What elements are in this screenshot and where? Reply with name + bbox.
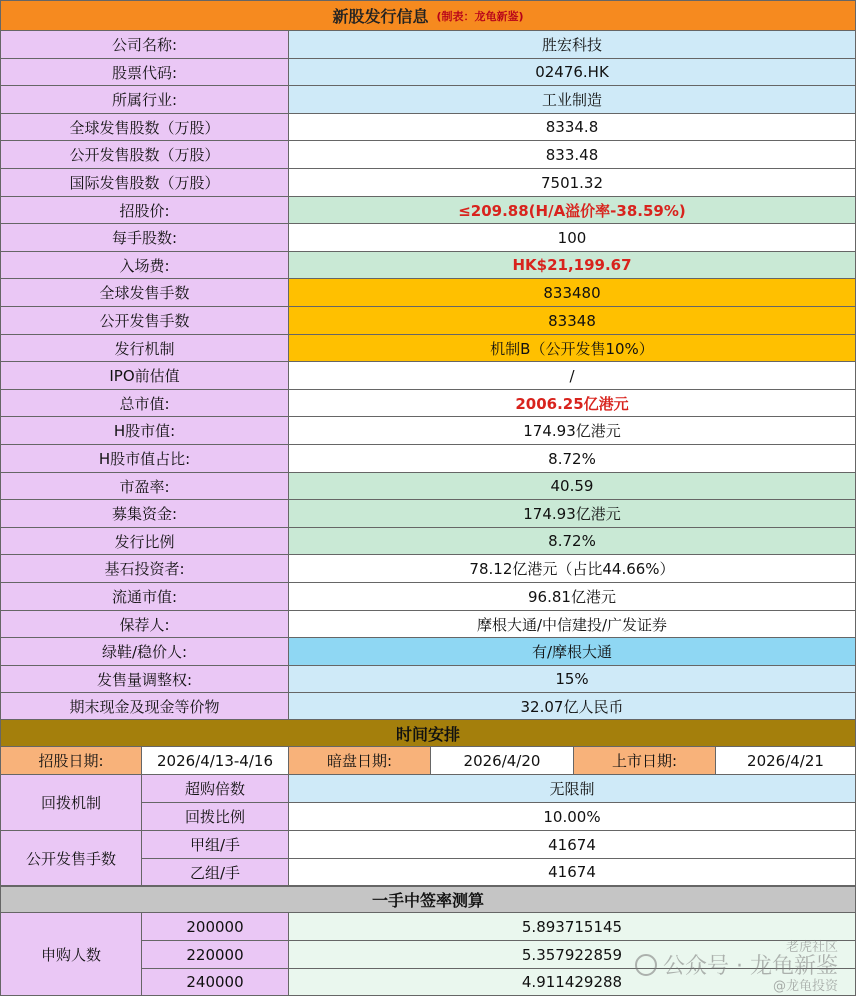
info-row-value: 833480 <box>289 279 856 307</box>
watermark-handle: @龙龟投资 <box>772 979 838 994</box>
info-row <box>0 500 856 528</box>
info-row-value: 833.48 <box>289 141 856 169</box>
info-row-value: 有/摩根大通 <box>289 638 856 666</box>
group-b-value: 41674 <box>289 859 856 886</box>
info-row-value: ≤209.88(H/A溢价率-38.59%) <box>289 197 856 224</box>
info-row-value: 83348 <box>289 307 856 335</box>
info-row-label: 股票代码: <box>0 59 289 86</box>
info-row-value: 摩根大通/中信建投/广发证券 <box>289 611 856 638</box>
info-row-value: 100 <box>289 224 856 252</box>
info-row <box>0 583 856 611</box>
info-row-label: 发售量调整权: <box>0 666 289 693</box>
grey-market-date-label: 暗盘日期: <box>289 747 431 775</box>
info-row <box>0 31 856 59</box>
clawback-label: 回拨机制 <box>0 775 142 831</box>
watermark-community: 老虎社区 <box>785 940 838 955</box>
info-row-label: 入场费: <box>0 252 289 279</box>
sheet-title: 新股发行信息 <box>332 7 429 26</box>
listing-date-label: 上市日期: <box>574 747 716 775</box>
info-row-label: 招股价: <box>0 197 289 224</box>
info-row-label: 每手股数: <box>0 224 289 252</box>
info-row-value: 02476.HK <box>289 59 856 86</box>
info-row-value: HK$21,199.67 <box>289 252 856 279</box>
applicants-count: 200000 <box>142 913 289 941</box>
info-row-label: H股市值占比: <box>0 445 289 473</box>
info-row-label: 国际发售股数（万股） <box>0 169 289 197</box>
info-row <box>0 86 856 114</box>
info-row-label: 绿鞋/稳价人: <box>0 638 289 666</box>
schedule-row <box>0 747 856 775</box>
info-row <box>0 279 856 307</box>
watermark-account-text: 公众号 · 龙龟新鉴 <box>663 954 838 979</box>
info-row-label: 全球发售手数 <box>0 279 289 307</box>
info-row-label: 发行机制 <box>0 335 289 362</box>
info-row <box>0 59 856 86</box>
applicants-label: 申购人数 <box>0 913 142 996</box>
win-rate-value: 5.893715145 <box>289 913 856 941</box>
clawback-oversub-value: 无限制 <box>289 775 856 803</box>
info-row-label: 保荐人: <box>0 611 289 638</box>
info-row-value: 174.93亿港元 <box>289 417 856 445</box>
info-row <box>0 473 856 500</box>
info-row-label: 发行比例 <box>0 528 289 555</box>
info-row <box>0 445 856 473</box>
info-row-value: 96.81亿港元 <box>289 583 856 611</box>
group-a-label: 甲组/手 <box>142 831 289 859</box>
info-row <box>0 362 856 390</box>
info-row-value: 8.72% <box>289 445 856 473</box>
info-row <box>0 197 856 224</box>
info-row-label: 公开发售股数（万股） <box>0 141 289 169</box>
info-row-label: 所属行业: <box>0 86 289 114</box>
group-a-value: 41674 <box>289 831 856 859</box>
info-row-label: 流通市值: <box>0 583 289 611</box>
listing-date-value: 2026/4/21 <box>716 747 856 775</box>
info-row-value: 工业制造 <box>289 86 856 114</box>
applicants-count: 240000 <box>142 969 289 996</box>
info-row <box>0 417 856 445</box>
info-row-label: IPO前估值 <box>0 362 289 390</box>
info-row-label: 期末现金及现金等价物 <box>0 693 289 721</box>
info-row-label: 募集资金: <box>0 500 289 528</box>
info-row-value: 机制B（公开发售10%） <box>289 335 856 362</box>
info-row-label: 全球发售股数（万股） <box>0 114 289 141</box>
info-row <box>0 224 856 252</box>
info-row-value: 40.59 <box>289 473 856 500</box>
info-row-value: 78.12亿港元（占比44.66%） <box>289 555 856 583</box>
info-row-value: 32.07亿人民币 <box>289 693 856 721</box>
calc-heading: 一手中签率测算 <box>0 886 856 913</box>
info-row <box>0 611 856 638</box>
info-row-value: 174.93亿港元 <box>289 500 856 528</box>
applicants-count: 220000 <box>142 941 289 969</box>
info-row-value: 8.72% <box>289 528 856 555</box>
subscribe-date-label: 招股日期: <box>0 747 142 775</box>
info-row <box>0 252 856 279</box>
info-row <box>0 307 856 335</box>
info-row-label: H股市值: <box>0 417 289 445</box>
info-row-value: 2006.25亿港元 <box>289 390 856 417</box>
group-b-label: 乙组/手 <box>142 859 289 886</box>
info-row-value: 胜宏科技 <box>289 31 856 59</box>
info-row <box>0 141 856 169</box>
sheet-title-bar <box>0 0 856 31</box>
info-row <box>0 555 856 583</box>
info-row-label: 市盈率: <box>0 473 289 500</box>
info-row-label: 公开发售手数 <box>0 307 289 335</box>
info-row-value: 15% <box>289 666 856 693</box>
info-row <box>0 335 856 362</box>
clawback-ratio-value: 10.00% <box>289 803 856 831</box>
info-row <box>0 528 856 555</box>
info-row-label: 基石投资者: <box>0 555 289 583</box>
info-row <box>0 114 856 141</box>
schedule-heading: 时间安排 <box>0 719 856 747</box>
info-row-label: 公司名称: <box>0 31 289 59</box>
win-rate-value: 4.911429288 <box>289 969 856 996</box>
grey-market-date-value: 2026/4/20 <box>431 747 574 775</box>
info-row <box>0 390 856 417</box>
win-rate-value: 5.357922859 <box>289 941 856 969</box>
sheet-subtitle: (制表：龙龟新鉴) <box>436 9 524 23</box>
public-lots-label: 公开发售手数 <box>0 831 142 886</box>
subscribe-date-value: 2026/4/13-4/16 <box>142 747 289 775</box>
info-row <box>0 666 856 693</box>
clawback-ratio-label: 回拨比例 <box>142 803 289 831</box>
info-row <box>0 169 856 197</box>
info-row-value: / <box>289 362 856 390</box>
info-row-label: 总市值: <box>0 390 289 417</box>
info-row-value: 7501.32 <box>289 169 856 197</box>
info-row <box>0 693 856 721</box>
clawback-oversub-label: 超购倍数 <box>142 775 289 803</box>
info-row <box>0 638 856 666</box>
info-row-value: 8334.8 <box>289 114 856 141</box>
